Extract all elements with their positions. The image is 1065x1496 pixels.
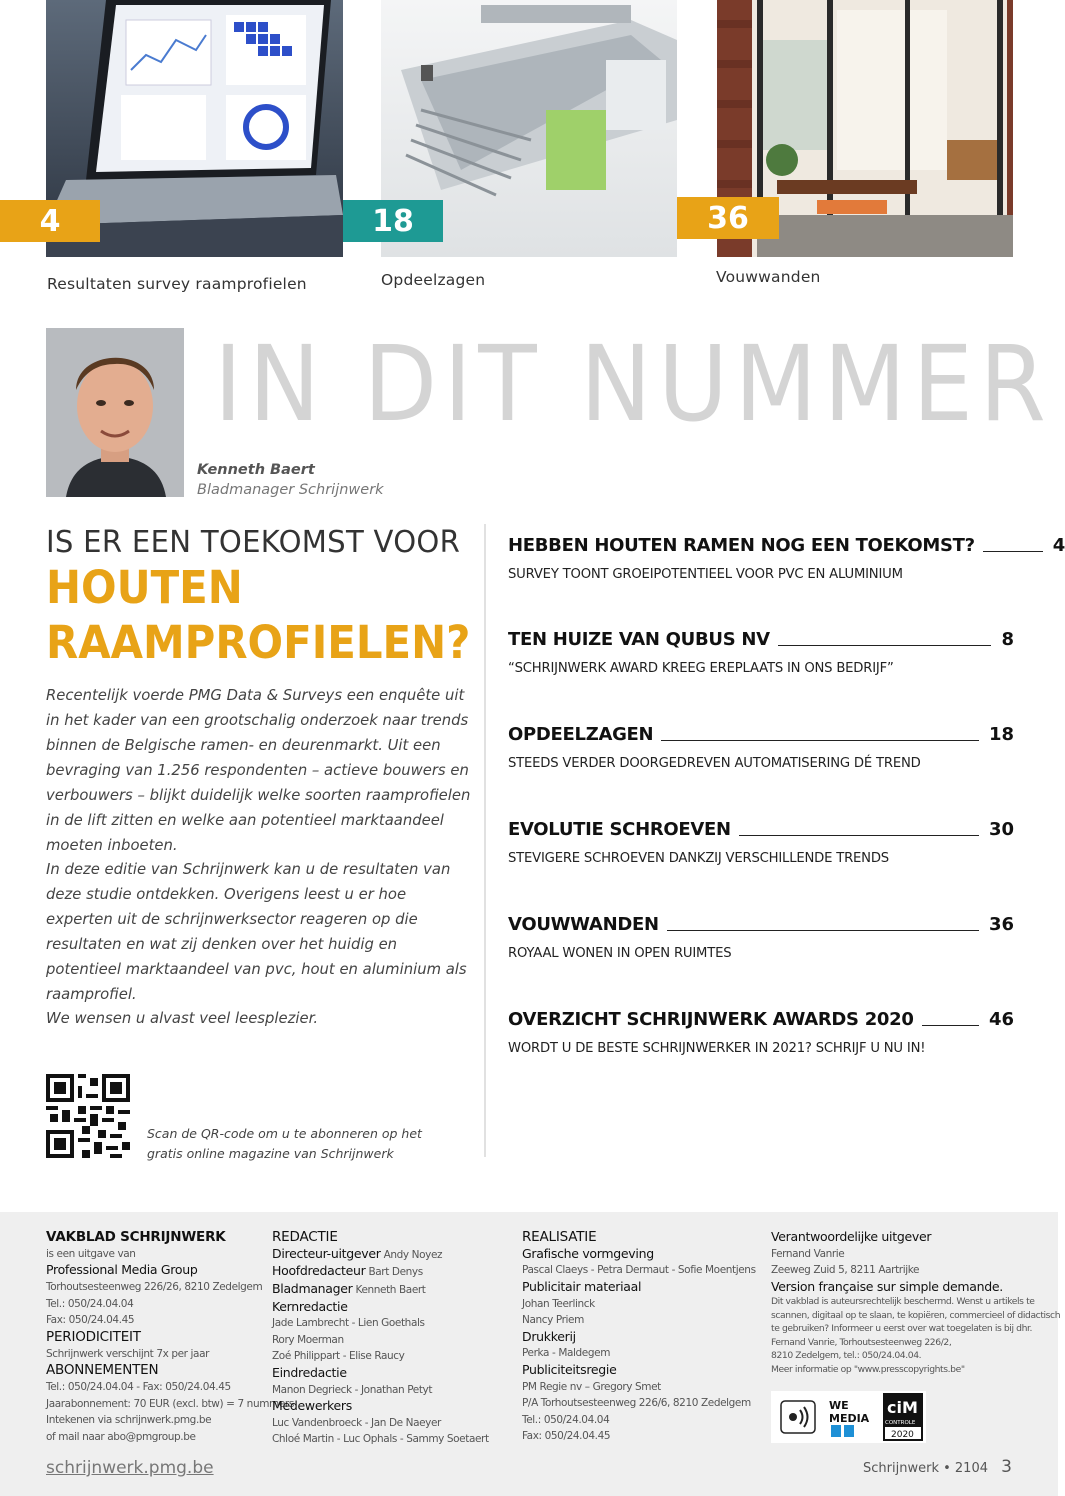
we-media-text-1: WE (829, 1399, 849, 1412)
colophon-line: Luc Vandenbroeck - Jan De Naeyer (272, 1416, 441, 1429)
toc-subtitle-5: ROYAAL WONEN IN OPEN RUIMTES (508, 946, 732, 961)
colophon-line: is een uitgave van (46, 1247, 136, 1260)
colophon-line: Nancy Priem (522, 1314, 584, 1327)
colophon-copyright-line: te gebruiken? Informeer u eerst over wat toegelaten is bij dhr. (771, 1323, 1033, 1335)
teaser-2-page-badge: 18 (343, 200, 443, 242)
colophon-copyright-line: 8210 Zedelgem, tel.: 050/24.04.04. (771, 1350, 922, 1362)
colophon-copyright-line: Dit vakblad is auteursrechtelijk beschermd. Wenst u artikels te (771, 1296, 1035, 1308)
toc-leader-line (778, 645, 992, 646)
toc-entry-1[interactable] (508, 532, 1065, 556)
intro-paragraph-2: In deze editie van Schrijnwerk kan u de resultaten van deze studie ontdekken. Overigens leest u er hoe experten uit de schrijnwerksector reageren op die resultaten en wat zij denken over het huidig en potentieel marktaandeel van pvc, hout en aluminium als raamprofiel. (46, 861, 467, 1003)
page-title: IN DIT NUMMER (214, 323, 1053, 445)
colophon-heading: Verantwoordelijke uitgever (771, 1229, 932, 1244)
colophon-line: Jade Lambrecht - Lien Goethals (272, 1317, 425, 1330)
colophon-line: Manon Degrieck - Jonathan Petyt (272, 1383, 433, 1396)
colophon-subheading: Kernredactie (272, 1298, 348, 1314)
toc-entry-5[interactable] (508, 911, 1014, 935)
toc-title: TEN HUIZE VAN QUBUS NV (508, 629, 770, 650)
toc-leader-line (739, 835, 979, 836)
colophon-person: Kenneth Baert (355, 1283, 426, 1296)
toc-leader-line (667, 930, 979, 931)
colophon-publisher (46, 1229, 294, 1445)
colophon-line: of mail naar abo@pmgroup.be (46, 1430, 196, 1443)
colophon-line: Chloé Martin - Luc Ophals - Sammy Soetaert (272, 1433, 489, 1446)
toc-entry-4[interactable] (508, 816, 1014, 840)
toc-page-number: 4 (1052, 535, 1065, 556)
we-media-logo (829, 1399, 870, 1437)
colophon-heading: REALISATIE (522, 1229, 597, 1245)
colophon-heading: ABONNEMENTEN (46, 1362, 159, 1379)
toc-title: OVERZICHT SCHRIJNWERK AWARDS 2020 (508, 1009, 914, 1030)
colophon-heading: PERIODICITEIT (46, 1328, 141, 1345)
toc-subtitle-1: SURVEY TOONT GROEIPOTENTIEEL VOOR PVC EN ALUMINIUM (508, 567, 903, 582)
colophon-subheading: Grafische vormgeving (522, 1245, 654, 1261)
toc-title: HEBBEN HOUTEN RAMEN NOG EEN TOEKOMST? (508, 535, 975, 556)
colophon-line: Professional Media Group (46, 1262, 198, 1278)
teaser-1-caption[interactable]: Resultaten survey raamprofielen (47, 275, 307, 293)
colophon-heading: REDACTIE (272, 1229, 338, 1245)
qr-instructions-line-2: gratis online magazine van Schrijnwerk (147, 1146, 394, 1161)
colophon-line: Zoé Philippart - Elise Raucy (272, 1350, 405, 1363)
colophon-line: PM Regie nv – Gregory Smet (522, 1380, 661, 1393)
toc-leader-line (661, 740, 979, 741)
intro-paragraph-3: We wensen u alvast veel leesplezier. (46, 1010, 319, 1027)
colophon-role: Bladmanager (272, 1280, 353, 1296)
toc-page-number: 8 (1001, 629, 1014, 650)
colophon-responsible-publisher (771, 1229, 1060, 1376)
colophon-line: Fernand Vanrie (771, 1247, 845, 1260)
colophon-line: Jaarabonnement: 70 EUR (excl. btw) = 7 nummers (46, 1397, 294, 1410)
teaser-1-page-badge: 4 (0, 200, 100, 242)
colophon-line: Pascal Claeys - Petra Dermaut - Sofie Moentjens (522, 1264, 756, 1277)
toc-page-number: 36 (988, 914, 1014, 935)
teaser-3-caption[interactable]: Vouwwanden (716, 268, 821, 286)
colophon-line: Fax: 050/24.04.45 (46, 1314, 135, 1327)
lead-kicker: IS ER EEN TOEKOMST VOOR (46, 525, 461, 560)
colophon-editorial (272, 1229, 489, 1448)
colophon-role: Directeur-uitgever (272, 1245, 381, 1261)
toc-entry-3[interactable] (508, 721, 1014, 745)
issue-info: Schrijnwerk • 2104 (863, 1461, 988, 1476)
lead-title-line-2: RAAMPROFIELEN? (46, 616, 471, 669)
colophon-line: Tel.: 050/24.04.04 - Fax: 050/24.04.45 (46, 1380, 231, 1393)
cim-year: 2020 (891, 1430, 914, 1440)
colophon-line: Perka - Maldegem (522, 1347, 611, 1360)
colophon-subheading: Publiciteitsregie (522, 1361, 617, 1377)
colophon-copyright-line: scannen, digitaal op te slaan, te kopiëren, commercieel of didactisch (771, 1309, 1061, 1321)
intro-paragraph-1: Recentelijk voerde PMG Data & Surveys een enquête uit in het kader van een grootschalig onderzoek naar trends binnen de Belgische ramen- en deurenmarkt. Uit een bevraging van 1.256 respondenten – actieve bouwers en verbouwers – blijkt duidelijk welke soorten raamprofielen in de lift zitten en welke aan potentieel marktaandeel moeten inboeten. (46, 687, 471, 854)
colophon-heading: VAKBLAD SCHRIJNWERK (46, 1229, 226, 1245)
colophon-person: Bart Denys (368, 1266, 423, 1279)
colophon-role: Hoofdredacteur (272, 1263, 366, 1279)
toc-subtitle-3: STEEDS VERDER DOORGEDREVEN AUTOMATISERING DÉ TREND (508, 756, 921, 771)
colophon-subheading: Eindredactie (272, 1364, 347, 1380)
author-name: Kenneth Baert (197, 462, 315, 478)
cim-logo (883, 1393, 923, 1441)
page-number: 3 (1001, 1457, 1012, 1477)
colophon-subheading: Version française sur simple demande. (771, 1278, 1003, 1294)
lead-title-line-1: HOUTEN (46, 561, 243, 614)
teaser-3-page-badge: 36 (677, 197, 779, 239)
colophon-line: Rory Moerman (272, 1333, 344, 1346)
toc-subtitle-6: WORDT U DE BESTE SCHRIJNWERKER IN 2021? SCHRIJF U NU IN! (508, 1041, 926, 1056)
colophon-subheading: Medewerkers (272, 1398, 352, 1414)
colophon-production (522, 1229, 756, 1445)
cim-label: CONTROLE (885, 1420, 916, 1426)
editor-portrait (46, 328, 184, 497)
pressbooks-logo (781, 1401, 815, 1433)
toc-title: VOUWWANDEN (508, 914, 659, 935)
teaser-2-caption[interactable]: Opdeelzagen (381, 271, 486, 289)
colophon-line: P/A Torhoutsesteenweg 226/6, 8210 Zedelgem (522, 1397, 751, 1410)
toc-entry-6[interactable] (508, 1006, 1014, 1030)
colophon-subheading: Publicitair materiaal (522, 1278, 642, 1294)
colophon-copyright-line: Fernand Vanrie, Torhoutsesteenweg 226/2, (771, 1336, 952, 1348)
membership-logos (771, 1391, 926, 1443)
colophon-person: Andy Noyez (383, 1248, 443, 1261)
website-link[interactable]: schrijnwerk.pmg.be (46, 1458, 214, 1478)
toc-title: EVOLUTIE SCHROEVEN (508, 819, 731, 840)
subscribe-qr-code[interactable] (46, 1074, 130, 1158)
colophon-line: Tel.: 050/24.04.04 (522, 1413, 610, 1426)
colophon-line: Schrijnwerk verschijnt 7x per jaar (46, 1347, 210, 1360)
colophon-subheading: Drukkerij (522, 1328, 576, 1344)
toc-title: OPDEELZAGEN (508, 724, 654, 745)
toc-subtitle-2: “SCHRIJNWERK AWARD KREEG EREPLAATS IN ONS BEDRIJF” (508, 661, 894, 676)
column-divider (484, 524, 486, 1157)
toc-subtitle-4: STEVIGERE SCHROEVEN DANKZIJ VERSCHILLENDE TRENDS (508, 851, 889, 866)
colophon-line: Johan Teerlinck (522, 1297, 595, 1310)
toc-entry-2[interactable] (508, 626, 1014, 650)
colophon-line: Zeeweg Zuid 5, 8211 Aartrijke (771, 1264, 920, 1277)
toc-leader-line (922, 1025, 979, 1026)
colophon-line: Fax: 050/24.04.45 (522, 1430, 611, 1443)
svg-text:ciM: ciM (887, 1398, 918, 1417)
qr-instructions (147, 1124, 422, 1164)
toc-page-number: 46 (988, 1009, 1014, 1030)
we-media-text-2: MEDIA (829, 1412, 870, 1425)
author-role: Bladmanager Schrijnwerk (197, 482, 384, 498)
toc-page-number: 30 (988, 819, 1014, 840)
colophon-line: Tel.: 050/24.04.04 (46, 1297, 134, 1310)
colophon-line: Intekenen via schrijnwerk.pmg.be (46, 1414, 212, 1427)
toc-page-number: 18 (988, 724, 1014, 745)
colophon-copyright-line: Meer informatie op "www.presscopyrights.be" (771, 1363, 965, 1375)
toc-leader-line (983, 551, 1043, 552)
qr-instructions-line-1: Scan de QR-code om u te abonneren op het (147, 1126, 422, 1141)
colophon-line: Torhoutsesteenweg 226/26, 8210 Zedelgem (46, 1280, 263, 1293)
